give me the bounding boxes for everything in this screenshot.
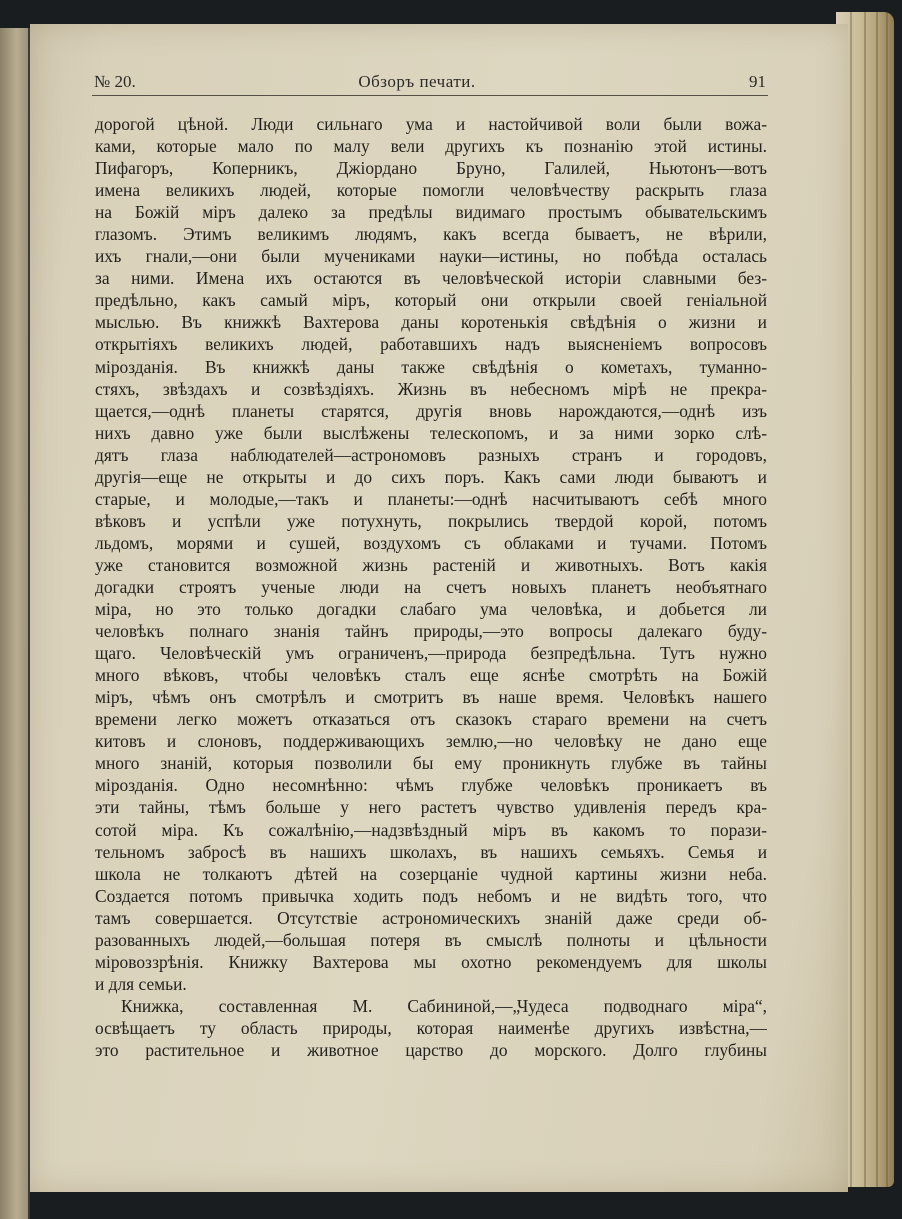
text-line: много знаній, которыя позволили бы ему проникнуть глубже въ тайны — [95, 753, 767, 774]
text-line: предѣльно, какъ самый міръ, который они открыли своей геніальной — [95, 290, 767, 311]
text-line: много вѣковъ, чтобы человѣкъ сталъ еще яснѣе смотрѣть на Божій — [95, 665, 767, 686]
text-line: щаго. Человѣческій умъ ограниченъ,—природа безпредѣльна. Тутъ нужно — [95, 643, 767, 664]
body-text — [95, 113, 767, 1061]
text-line: открытіяхъ великихъ людей, работавшихъ надъ выясненіемъ вопросовъ — [95, 334, 767, 355]
text-line: освѣщаетъ ту область природы, которая наименѣе другихъ извѣстна,— — [95, 1017, 767, 1038]
text-line: льдомъ, морями и сушей, воздухомъ съ облаками и тучами. Потомъ — [95, 532, 767, 553]
text-line: человѣкъ полнаго знанія тайнъ природы,—это вопросы далекаго буду- — [95, 621, 767, 642]
header-rule — [92, 95, 768, 96]
text-line: міра, но это только догадки слабаго ума человѣка, и добьется ли — [95, 599, 767, 620]
text-line: мірозданія. Одно несомнѣнно: чѣмъ глубже человѣкъ проникаетъ въ — [95, 775, 767, 796]
section-title: Обзоръ печати. — [358, 72, 476, 91]
text-line: разованныхъ людей,—большая потеря въ смыслѣ полноты и цѣльности — [95, 929, 767, 950]
text-line: школа не толкаютъ дѣтей на созерцаніе чудной картины жизни неба. — [95, 863, 767, 884]
text-line: тельномъ забросѣ въ нашихъ школахъ, въ нашихъ семьяхъ. Семья и — [95, 841, 767, 862]
text-line: стяхъ, звѣздахъ и созвѣздіяхъ. Жизнь въ небесномъ мірѣ не прекра- — [95, 378, 767, 399]
text-line: имена великихъ людей, которые помогли человѣчеству раскрыть глаза — [95, 180, 767, 201]
text-line: догадки строятъ ученые люди на счетъ новыхъ планетъ необъятнаго — [95, 576, 767, 597]
text-line: ками, которые мало по малу вели другихъ къ познанію этой истины. — [95, 136, 767, 157]
left-page-edge — [0, 28, 30, 1219]
text-line: мірозданія. Въ книжкѣ даны также свѣдѣнія о кометахъ, туманно- — [95, 356, 767, 377]
text-line: нихъ давно уже были выслѣжены телескопомъ, и за ними зорко слѣ- — [95, 422, 767, 443]
text-line: Пифагоръ, Коперникъ, Джіордано Бруно, Галилей, Ньютонъ—вотъ — [95, 158, 767, 179]
text-line: это растительное и животное царство до морского. Долго глубины — [95, 1039, 767, 1060]
text-line: міровоззрѣнія. Книжку Вахтерова мы охотно рекомендуемъ для школы — [95, 951, 767, 972]
text-line: щается,—однѣ планеты старятся, другія вновь нарождаются,—однѣ изъ — [95, 400, 767, 421]
text-line: глазомъ. Этимъ великимъ людямъ, какъ всегда бываетъ, не вѣрили, — [95, 224, 767, 245]
text-line: китовъ и слоновъ, поддерживающихъ землю,—но человѣку не дано еще — [95, 731, 767, 752]
text-line: на Божій міръ далеко за предѣлы видимаго простымъ обывательскимъ — [95, 202, 767, 223]
text-line: ихъ гнали,—они были мучениками науки—истины, но побѣда осталась — [95, 246, 767, 267]
text-line: эти тайны, тѣмъ больше у него растетъ чувство удивленія передъ кра- — [95, 797, 767, 818]
text-line: міръ, чѣмъ онъ смотрѣлъ и смотритъ въ наше время. Человѣкъ нашего — [95, 687, 767, 708]
running-header — [66, 72, 768, 94]
text-line: Создается потомъ привычка ходить подъ небомъ и не видѣть того, что — [95, 885, 767, 906]
text-line: дятъ глаза наблюдателей—астрономовъ разныхъ странъ и городовъ, — [95, 444, 767, 465]
text-line: сотой міра. Къ сожалѣнію,—надзвѣздный міръ въ какомъ то порази- — [95, 819, 767, 840]
text-line: старые, и молодые,—такъ и планеты:—однѣ насчитываютъ себѣ много — [95, 488, 767, 509]
text-line: Книжка, составленная М. Сабининой,—„Чудеса подводнаго міра“, — [121, 995, 767, 1016]
text-line: вѣковъ и успѣли уже потухнуть, покрылись твердой корой, потомъ — [95, 510, 767, 531]
text-line: времени легко можетъ отказаться отъ сказокъ стараго времени на счетъ — [95, 709, 767, 730]
text-line: другія—еще не открыты и до сихъ поръ. Какъ сами люди бываютъ и — [95, 466, 767, 487]
page-number: 91 — [749, 72, 766, 91]
text-line: мыслью. Въ книжкѣ Вахтерова даны коротенькія свѣдѣнія о жизни и — [95, 312, 767, 333]
text-line: уже становится возможной жизнь растеній и животныхъ. Вотъ какія — [95, 554, 767, 575]
text-line: за ними. Имена ихъ остаются въ человѣческой исторіи славными без- — [95, 268, 767, 289]
issue-number: № 20. — [94, 72, 136, 91]
text-line: тамъ совершается. Отсутствіе астрономическихъ знаній даже среди об- — [95, 907, 767, 928]
text-line: и для семьи. — [95, 973, 187, 994]
text-line: дорогой цѣной. Люди сильнаго ума и настойчивой воли были вожа- — [95, 114, 767, 134]
